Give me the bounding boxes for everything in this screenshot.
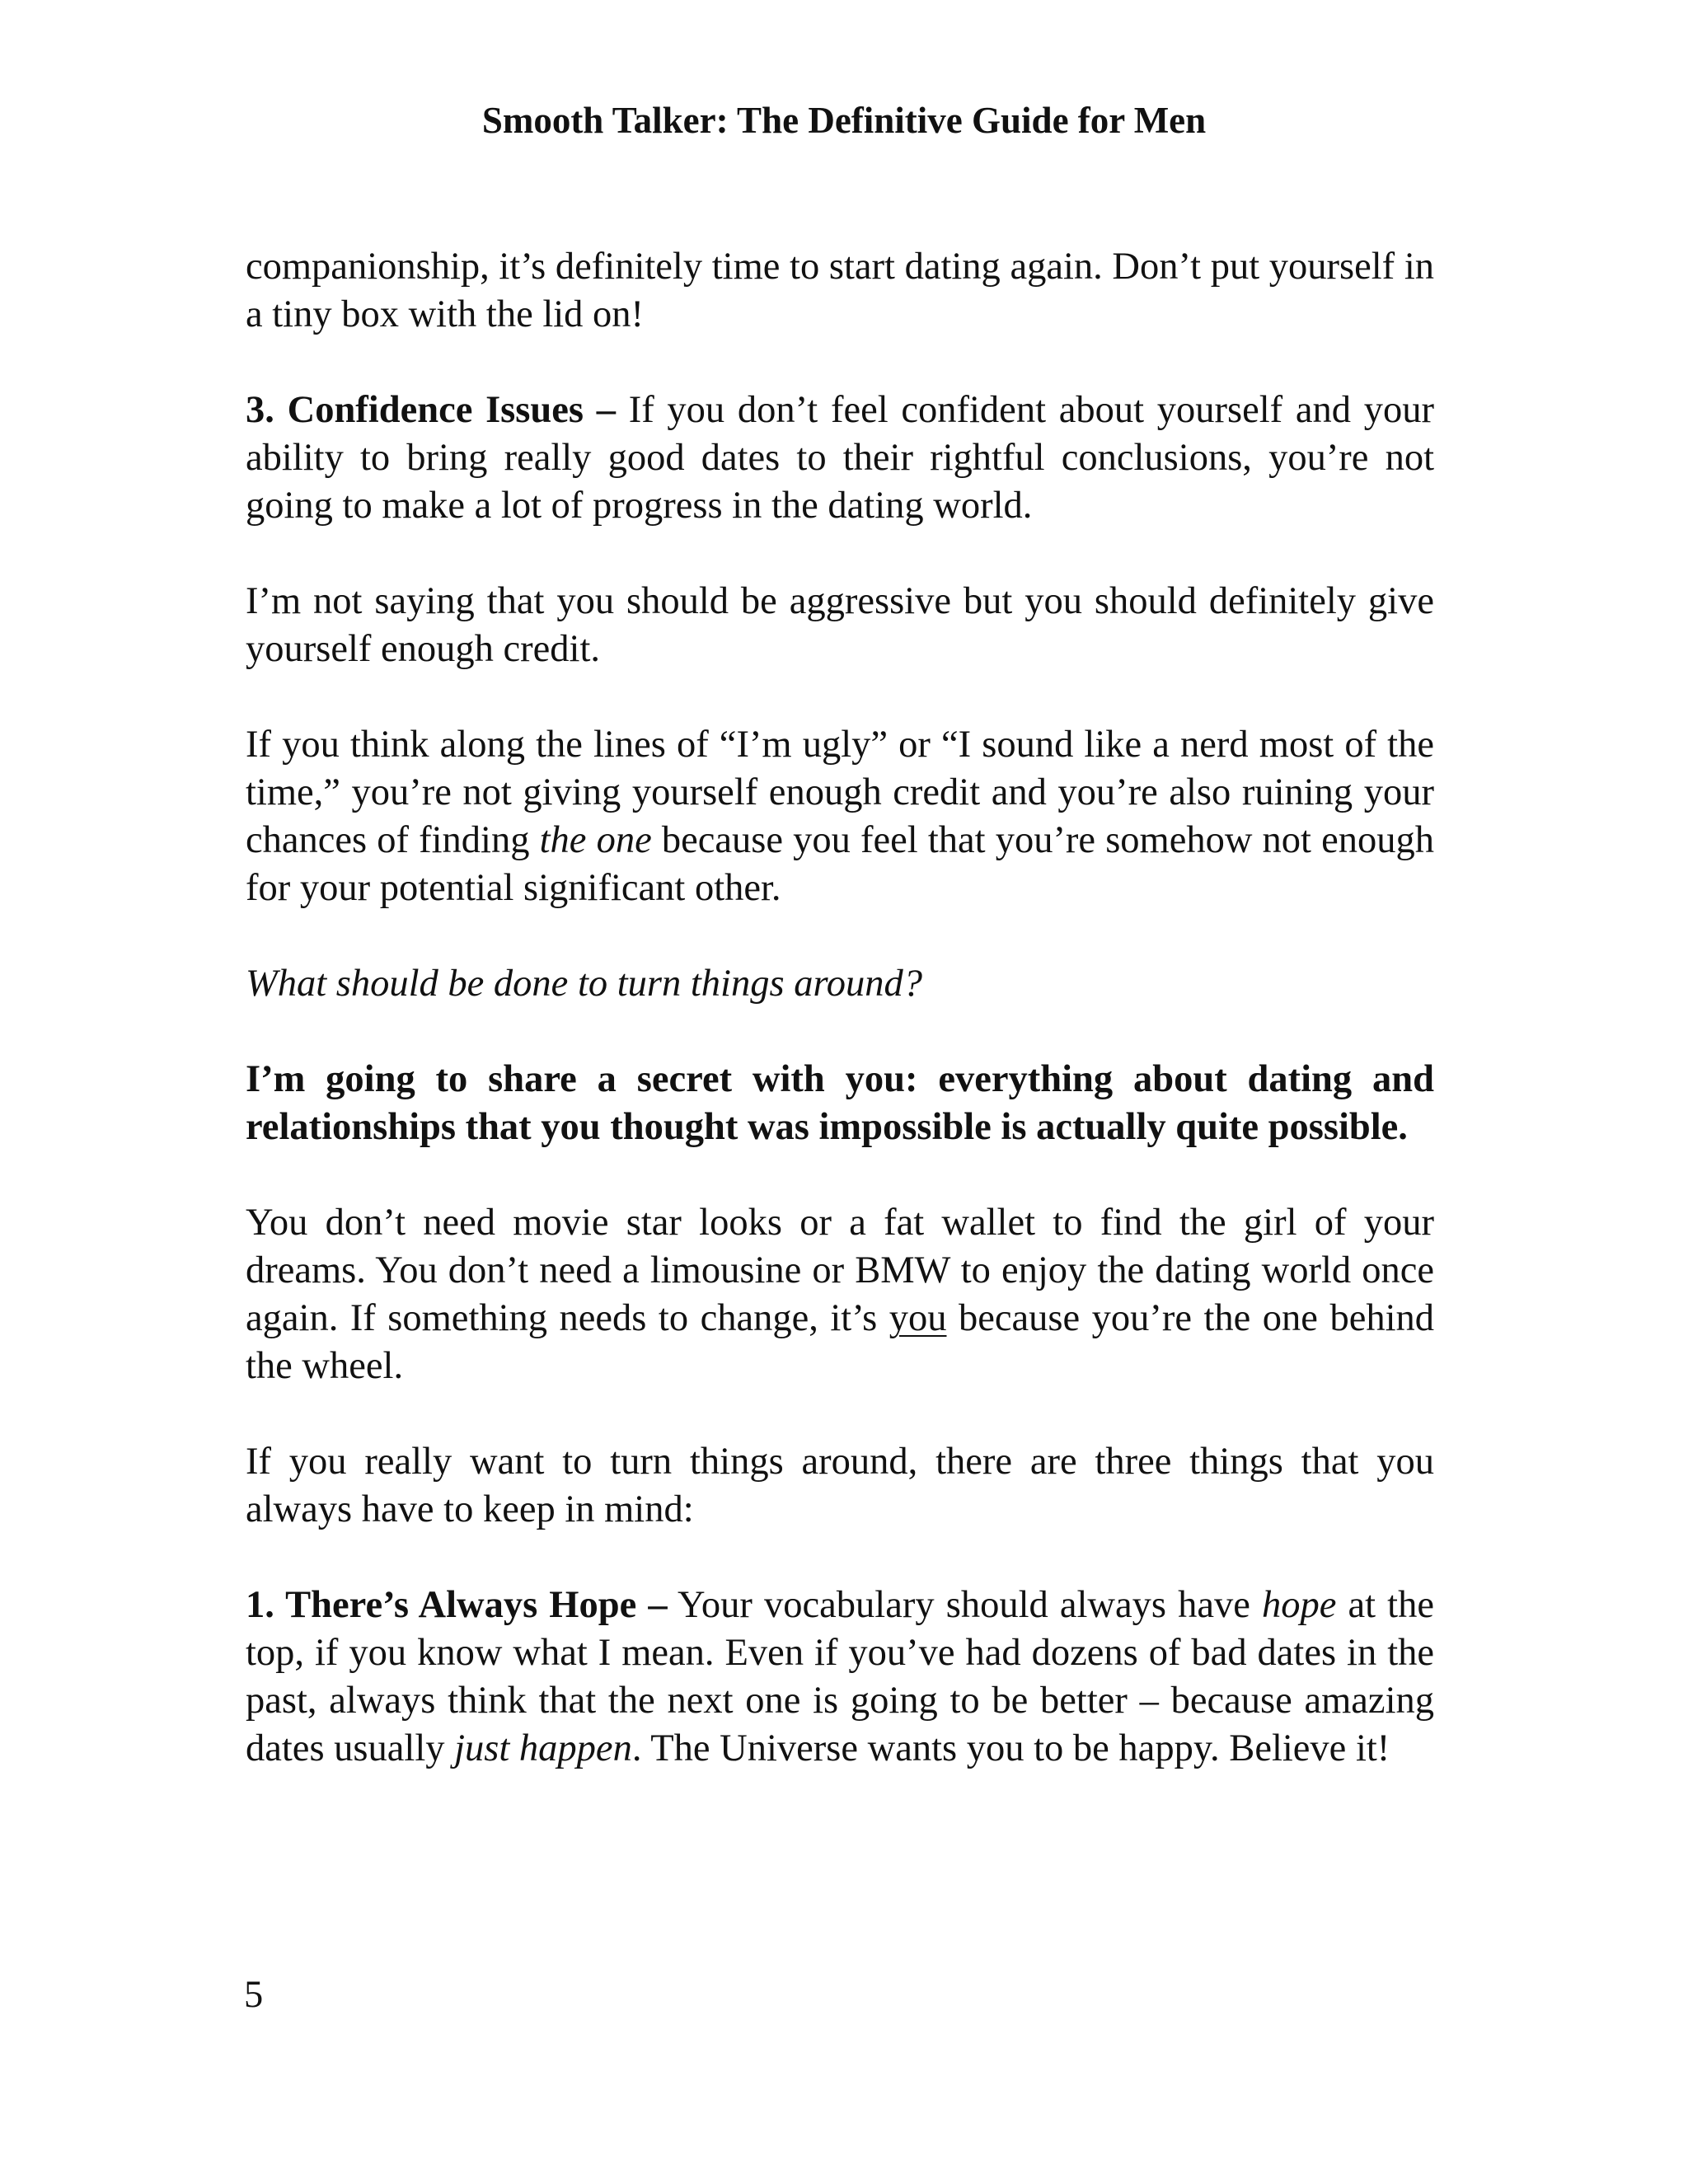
paragraph-always-hope bbox=[246, 1582, 1434, 1773]
just-happen-emphasis: just happen bbox=[454, 1727, 632, 1769]
you-underlined: you bbox=[889, 1297, 947, 1339]
the-one-emphasis: the one bbox=[539, 819, 652, 861]
page-number: 5 bbox=[244, 1974, 264, 2016]
think-along-lines-text-b: because you feel that you’re somehow not enough for your potential significant other. bbox=[246, 819, 1435, 909]
page-body bbox=[246, 243, 1434, 1773]
always-hope-text-b: at the top, if you know what I mean. Even if you’ve had dozens of bad dates in the past, always think that the next one is going to be better – because amazing dates usually bbox=[246, 1584, 1434, 1769]
paragraph-think-along-lines bbox=[246, 721, 1434, 912]
movie-star-text-a: You don’t need movie star looks or a fat wallet to find the girl of your dreams. You don’t need a limousine or BMW to enjoy the dating world once again. If something needs to change, it’s bbox=[246, 1202, 1434, 1339]
paragraph-three-things: If you really want to turn things around, there are three things that you always have to keep in mind: bbox=[246, 1441, 1434, 1530]
paragraph-confidence-issues bbox=[246, 387, 1434, 530]
always-hope-text-a: Your vocabulary should always have bbox=[667, 1584, 1262, 1626]
paragraph-secret: I’m going to share a secret with you: everything about dating and relationships that you thought was impossible is actually quite possible. bbox=[246, 1058, 1434, 1148]
paragraph-not-aggressive: I’m not saying that you should be aggressive but you should definitely give yourself enough credit. bbox=[246, 580, 1434, 670]
paragraph-question: What should be done to turn things around? bbox=[246, 963, 923, 1005]
confidence-issues-heading: 3. Confidence Issues – bbox=[246, 389, 616, 431]
think-along-lines-text-a: If you think along the lines of “I’m ugly” or “I sound like a nerd most of the time,” you’re not giving yourself enough credit and you’re also ruining your chances of finding bbox=[246, 724, 1434, 861]
confidence-issues-text: If you don’t feel confident about yourself and your ability to bring really good dates to their rightful conclusions, you’re not going to make a lot of progress in the dating world. bbox=[246, 389, 1434, 527]
paragraph-companionship: companionship, it’s definitely time to start dating again. Don’t put yourself in a tiny box with the lid on! bbox=[246, 246, 1434, 335]
running-header: Smooth Talker: The Definitive Guide for Men bbox=[481, 100, 1207, 141]
always-hope-heading: 1. There’s Always Hope – bbox=[246, 1584, 668, 1626]
movie-star-text-b: because you’re the one behind the wheel. bbox=[246, 1297, 1434, 1387]
hope-emphasis: hope bbox=[1262, 1584, 1337, 1626]
paragraph-movie-star bbox=[246, 1199, 1434, 1390]
always-hope-text-c: . The Universe wants you to be happy. Believe it! bbox=[631, 1727, 1390, 1769]
